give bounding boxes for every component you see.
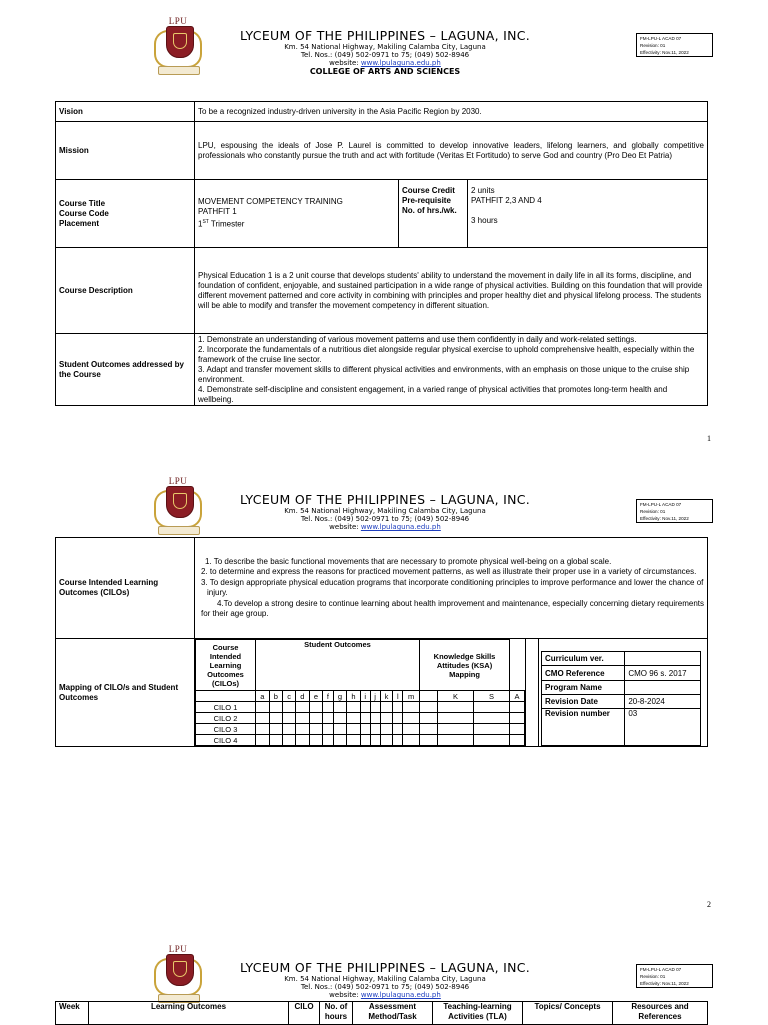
cilo-list: 1. To describe the basic functional movements that are necessary to promote physical well-being on a global scale. 2. to determine and express the reasons for practiced movement patterns, as well as illustrate their proper use in a variety of circumstances. 3. To design appropriate physical education programs that incorporate conditioning principles to improve performance and lower the chance of injury. 4.To develop a strong desire to continue learning about health improvement and maintenance, especially concerning dietary requirements for their age group. bbox=[195, 538, 708, 639]
so-label: Student Outcomes addressed by the Course bbox=[56, 334, 195, 406]
col-cilo: CILO bbox=[289, 1002, 320, 1025]
mapping-cell[interactable] bbox=[347, 735, 361, 746]
mapping-cell[interactable] bbox=[510, 724, 525, 735]
mapping-cell[interactable] bbox=[323, 724, 333, 735]
so-letter: g bbox=[333, 691, 347, 702]
mapping-cell[interactable] bbox=[360, 713, 370, 724]
mapping-cell[interactable] bbox=[380, 735, 393, 746]
ksa-letter: S bbox=[474, 691, 510, 702]
mapping-cell[interactable] bbox=[333, 702, 347, 713]
tel: Tel. Nos.: (049) 502-0971 to 75; (049) 502-8946 bbox=[300, 51, 470, 59]
mapping-cell[interactable] bbox=[347, 724, 361, 735]
cilo-table bbox=[55, 537, 708, 747]
ksa-letter: A bbox=[510, 691, 525, 702]
mapping-cell[interactable] bbox=[296, 724, 310, 735]
mapping-cell[interactable] bbox=[309, 713, 323, 724]
cilo-row-label: CILO 2 bbox=[196, 713, 256, 724]
mapping-cell[interactable] bbox=[370, 735, 380, 746]
lpu-logo: LPU bbox=[152, 478, 204, 540]
mapping-cell[interactable] bbox=[333, 735, 347, 746]
mapping-cell[interactable] bbox=[283, 702, 296, 713]
mapping-cell[interactable] bbox=[510, 735, 525, 746]
mapping-cell[interactable] bbox=[380, 724, 393, 735]
form-code-box: FM-LPU-L ACAD 07 Revision: 01 Effectivity: Nov.11, 2022 bbox=[636, 964, 713, 988]
col-ksa: Knowledge Skills Attitudes (KSA) Mapping bbox=[419, 640, 509, 691]
so-letter: f bbox=[323, 691, 333, 702]
so-letter: c bbox=[283, 691, 296, 702]
course-info-table bbox=[55, 101, 708, 406]
mapping-cell[interactable] bbox=[403, 702, 420, 713]
shield-icon bbox=[166, 954, 194, 986]
mapping-cell[interactable] bbox=[269, 724, 283, 735]
so-letter: b bbox=[269, 691, 283, 702]
so-letter: k bbox=[380, 691, 393, 702]
mapping-cell[interactable] bbox=[256, 702, 270, 713]
mapping-cell[interactable] bbox=[510, 713, 525, 724]
so-letter: h bbox=[347, 691, 361, 702]
page-number-1: 1 bbox=[707, 434, 711, 443]
mapping-label: Mapping of CILO/s and Student Outcomes bbox=[56, 639, 195, 747]
mapping-cell[interactable] bbox=[510, 702, 525, 713]
mapping-cell[interactable] bbox=[419, 724, 437, 735]
cilo-row-label: CILO 3 bbox=[196, 724, 256, 735]
mapping-cell[interactable] bbox=[403, 724, 420, 735]
so-letter: m bbox=[403, 691, 420, 702]
so-letter: d bbox=[296, 691, 310, 702]
col-so: Student Outcomes bbox=[256, 640, 420, 691]
mapping-cell[interactable] bbox=[419, 713, 437, 724]
lpu-logo: LPU bbox=[152, 946, 204, 1008]
vision-text: To be a recognized industry-driven university in the Asia Pacific Region by 2030. bbox=[195, 102, 708, 122]
mapping-cell[interactable] bbox=[309, 735, 323, 746]
mapping-cell[interactable] bbox=[333, 724, 347, 735]
mapping-cell[interactable] bbox=[256, 724, 270, 735]
mapping-cell[interactable] bbox=[347, 713, 361, 724]
vision-label: Vision bbox=[56, 102, 195, 122]
mapping-cell[interactable] bbox=[370, 724, 380, 735]
mapping-cell bbox=[195, 639, 708, 747]
so-letter: j bbox=[370, 691, 380, 702]
col-resources: Resources and References bbox=[613, 1002, 708, 1025]
cilo-label: Course Intended Learning Outcomes (CILOs) bbox=[56, 538, 195, 639]
so-letter: a bbox=[256, 691, 270, 702]
mapping-cell[interactable] bbox=[393, 724, 403, 735]
so-list: 1. Demonstrate an understanding of various movement patterns and use them confidently in daily and work-related settings. 2. Incorporate the fundamentals of a nutritious diet alongside regular physical exercise to uphold comprehensive health, especially within the framework of the cruise line sector. 3. Adapt and transfer movement skills to different physical activities and environments, with an emphasis on those unique to the cruise ship environment. 4. Demonstrate self-discipline and consistent engagement, in a varied range of physical activities that promotes long-term health and wellbeing. bbox=[195, 334, 708, 406]
page-number-2: 2 bbox=[707, 900, 711, 909]
mapping-cell[interactable] bbox=[283, 724, 296, 735]
mapping-cell[interactable] bbox=[403, 735, 420, 746]
cilo-row-label: CILO 1 bbox=[196, 702, 256, 713]
mapping-cell[interactable] bbox=[380, 713, 393, 724]
mapping-cell[interactable] bbox=[437, 702, 473, 713]
credit-labels: Course Credit Pre-requisite No. of hrs./wk. bbox=[399, 180, 468, 248]
so-letter: l bbox=[393, 691, 403, 702]
course-values: MOVEMENT COMPETENCY TRAINING PATHFIT 1 1ST Trimester bbox=[195, 180, 399, 248]
website-link[interactable]: www.lpulaguna.edu.ph bbox=[360, 991, 441, 999]
col-hours: No. of hours bbox=[320, 1002, 353, 1025]
mapping-cell[interactable] bbox=[296, 735, 310, 746]
col-week: Week bbox=[56, 1002, 89, 1025]
mapping-cell[interactable] bbox=[296, 702, 310, 713]
form-code-box: FM-LPU-L ACAD 07 Revision: 01 Effectivity: Nov.11, 2022 bbox=[636, 33, 713, 57]
website-link[interactable]: www.lpulaguna.edu.ph bbox=[360, 523, 441, 531]
mission-text: LPU, espousing the ideals of Jose P. Laurel is committed to develop innovative leaders, lifelong learners, and globally competitive professionals who constantly pursue the truth and act with fortitude (Veritas Et Fortitudo) to serve God and country (Pro Deo Et Patria) bbox=[195, 122, 708, 180]
ribbon bbox=[158, 66, 200, 75]
institution-header-2: LYCEUM OF THE PHILIPPINES – LAGUNA, INC. Km. 54 National Highway, Makiling Calamba City, Laguna Tel. Nos.: (049) 502-0971 to 75; (049) 502-8946 website: www.lpulaguna.edu.ph bbox=[239, 492, 531, 531]
col-tla: Teaching-learning Activities (TLA) bbox=[433, 1002, 523, 1025]
mapping-cell[interactable] bbox=[403, 713, 420, 724]
col-cilo: Course Intended Learning Outcomes (CILOs) bbox=[196, 640, 256, 691]
description-text: Physical Education 1 is a 2 unit course that develops students' ability to understand the movement in daily life in all its forms, discipline, and foundation of confident, enjoyable, and sustained participation in a wide range of physical activities. Building on this foundation that will provide different movement patterned and core activity in combining with principles and proper healthy diet and physical lifelong process. The students will be able to modify and transfer the movement competency in different situation. bbox=[195, 248, 708, 334]
mapping-cell[interactable] bbox=[437, 724, 473, 735]
mapping-cell[interactable] bbox=[296, 713, 310, 724]
mapping-cell[interactable] bbox=[283, 735, 296, 746]
mapping-cell[interactable] bbox=[393, 702, 403, 713]
mapping-cell[interactable] bbox=[474, 735, 510, 746]
credit-values: 2 units PATHFIT 2,3 AND 4 3 hours bbox=[468, 180, 708, 248]
institution-header-3: LYCEUM OF THE PHILIPPINES – LAGUNA, INC. Km. 54 National Highway, Makiling Calamba City, Laguna Tel. Nos.: (049) 502-0971 to 75; (049) 502-8946 website: www.lpulaguna.edu.ph bbox=[239, 960, 531, 999]
mapping-cell[interactable] bbox=[474, 713, 510, 724]
mapping-cell[interactable] bbox=[347, 702, 361, 713]
mapping-cell[interactable] bbox=[419, 735, 437, 746]
mapping-grid bbox=[195, 639, 525, 746]
weekly-plan-table bbox=[55, 1001, 708, 1025]
ksa-letter: K bbox=[437, 691, 473, 702]
spacer-column bbox=[525, 639, 539, 746]
mapping-cell[interactable] bbox=[360, 724, 370, 735]
mapping-cell[interactable] bbox=[360, 702, 370, 713]
mapping-cell[interactable] bbox=[393, 735, 403, 746]
logo-text: LPU bbox=[168, 16, 188, 26]
college-name: COLLEGE OF ARTS AND SCIENCES bbox=[309, 67, 461, 76]
col-assessment: Assessment Method/Task bbox=[353, 1002, 433, 1025]
description-label: Course Description bbox=[56, 248, 195, 334]
mapping-cell[interactable] bbox=[474, 702, 510, 713]
address: Km. 54 National Highway, Makiling Calamba City, Laguna bbox=[284, 43, 486, 51]
mapping-cell[interactable] bbox=[393, 713, 403, 724]
mapping-cell[interactable] bbox=[370, 713, 380, 724]
mapping-cell[interactable] bbox=[309, 702, 323, 713]
shield-icon bbox=[166, 26, 194, 58]
mission-label: Mission bbox=[56, 122, 195, 180]
institution-name: LYCEUM OF THE PHILIPPINES – LAGUNA, INC. bbox=[239, 28, 531, 43]
mapping-cell[interactable] bbox=[323, 735, 333, 746]
form-code-box: FM-LPU-L ACAD 07 Revision: 01 Effectivity: Nov.11, 2022 bbox=[636, 499, 713, 523]
mapping-cell[interactable] bbox=[323, 713, 333, 724]
so-letter: e bbox=[309, 691, 323, 702]
mapping-cell[interactable] bbox=[333, 713, 347, 724]
mapping-cell[interactable] bbox=[380, 702, 393, 713]
mapping-cell[interactable] bbox=[437, 713, 473, 724]
lpu-logo bbox=[152, 18, 204, 80]
mapping-cell[interactable] bbox=[370, 702, 380, 713]
col-learning-outcomes: Learning Outcomes bbox=[89, 1002, 289, 1025]
course-labels: Course Title Course Code Placement bbox=[56, 180, 195, 248]
mapping-cell[interactable] bbox=[269, 713, 283, 724]
website-line: website: www.lpulaguna.edu.ph bbox=[329, 59, 441, 67]
shield-icon bbox=[166, 486, 194, 518]
cilo-row-label: CILO 4 bbox=[196, 735, 256, 746]
mapping-cell[interactable] bbox=[437, 735, 473, 746]
mapping-cell[interactable] bbox=[269, 735, 283, 746]
mapping-cell[interactable] bbox=[256, 735, 270, 746]
website-link[interactable]: www.lpulaguna.edu.ph bbox=[360, 59, 441, 67]
institution-header-1 bbox=[200, 28, 570, 76]
mapping-cell[interactable] bbox=[419, 702, 437, 713]
mapping-cell[interactable] bbox=[309, 724, 323, 735]
mapping-cell[interactable] bbox=[269, 702, 283, 713]
mapping-cell[interactable] bbox=[256, 713, 270, 724]
col-topics: Topics/ Concepts bbox=[523, 1002, 613, 1025]
mapping-cell[interactable] bbox=[360, 735, 370, 746]
mapping-cell[interactable] bbox=[283, 713, 296, 724]
mapping-cell[interactable] bbox=[323, 702, 333, 713]
so-letter: i bbox=[360, 691, 370, 702]
revision-info-table: Curriculum ver. CMO Reference CMO 96 s. 2017 Program Name Revision Date 20-8-2024 Revision number 03 bbox=[541, 651, 701, 746]
mapping-cell[interactable] bbox=[474, 724, 510, 735]
